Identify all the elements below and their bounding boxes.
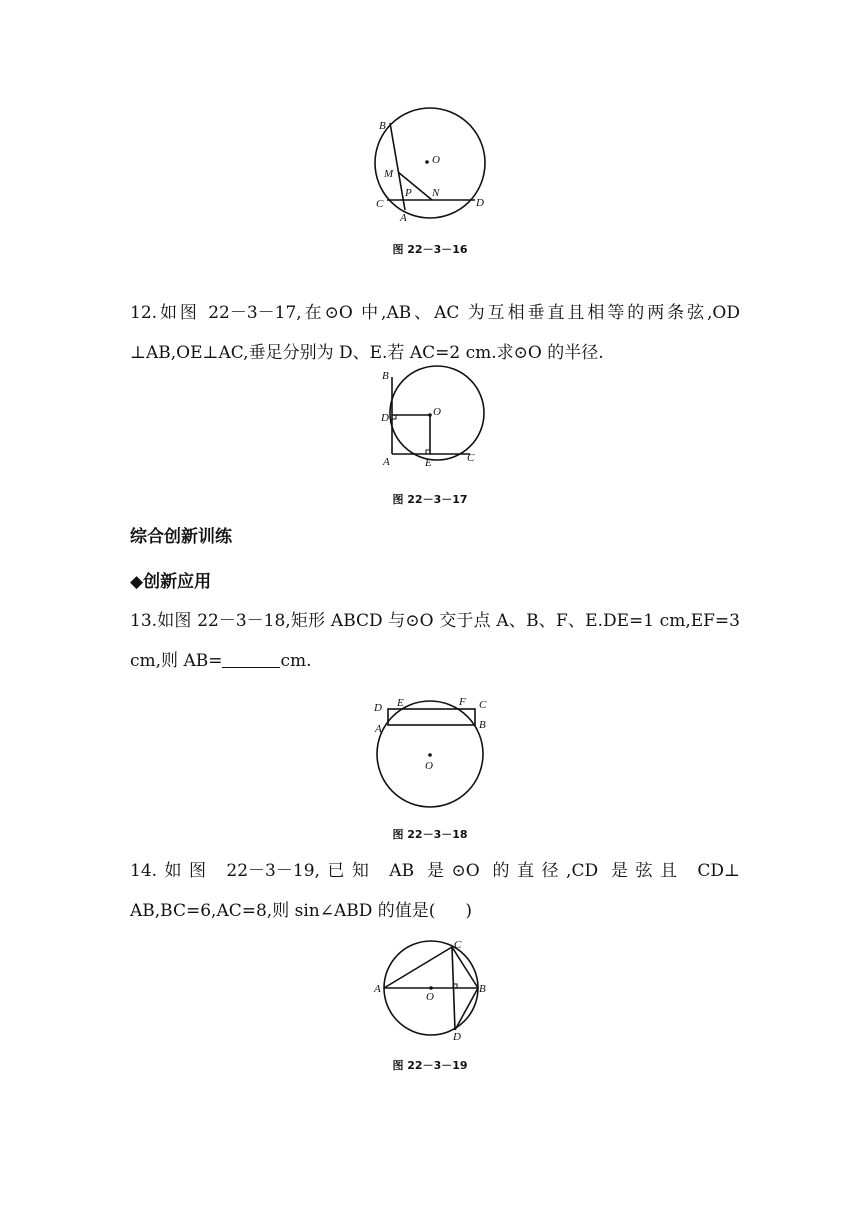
problem-13-line-2-end: cm. bbox=[280, 651, 312, 671]
label-p: P bbox=[405, 187, 412, 199]
subsection-title: ◆创新应用 bbox=[130, 572, 212, 592]
label-c: C bbox=[376, 198, 384, 210]
label-a: A bbox=[374, 983, 381, 995]
label-o: O bbox=[433, 406, 441, 418]
problem-13-line-2-start: cm,则 AB= bbox=[130, 651, 223, 671]
label-a: A bbox=[383, 456, 390, 468]
figure-caption-19: 图 22－3－19 bbox=[392, 1059, 468, 1072]
label-f: F bbox=[459, 696, 466, 708]
problem-12-line-2: ⊥AB,OE⊥AC,垂足分别为 D、E.若 AC=2 cm.求⊙O 的半径. bbox=[130, 343, 604, 363]
figure-caption-18: 图 22－3－18 bbox=[392, 828, 468, 841]
chord-ac bbox=[384, 947, 452, 988]
label-b: B bbox=[379, 120, 386, 132]
section-title: 综合创新训练 bbox=[130, 527, 232, 547]
figure-caption-16: 图 22－3－16 bbox=[392, 243, 468, 256]
label-n: N bbox=[432, 187, 440, 199]
label-d: D bbox=[374, 702, 382, 714]
problem-13-line-1: 13.如图 22－3－18,矩形 ABCD 与⊙O 交于点 A、B、F、E.DE=1 cm,EF=3 bbox=[130, 611, 740, 631]
chord-bd bbox=[455, 988, 478, 1030]
problem-14-line-2-start: AB,BC=6,AC=8,则 sin∠ABD 的值是( bbox=[130, 901, 436, 921]
label-a: A bbox=[375, 723, 382, 735]
label-a: A bbox=[400, 212, 407, 224]
label-c: C bbox=[467, 452, 475, 464]
label-o: O bbox=[432, 154, 440, 166]
problem-14-line-1: 14.如图 22－3－19,已知 AB 是⊙O 的直径,CD 是弦且 CD⊥ bbox=[130, 861, 740, 881]
label-b: B bbox=[479, 983, 486, 995]
problem-12-line-1: 12.如图 22－3－17,在⊙O 中,AB、AC 为互相垂直且相等的两条弦,OD bbox=[130, 303, 740, 323]
label-d: D bbox=[381, 412, 389, 424]
label-c: C bbox=[454, 939, 462, 951]
label-o: O bbox=[426, 991, 434, 1003]
problem-14-line-2-end: ) bbox=[465, 901, 473, 921]
label-b: B bbox=[382, 370, 389, 382]
label-d: D bbox=[453, 1031, 461, 1043]
label-e: E bbox=[397, 697, 404, 709]
figure-caption-17: 图 22－3－17 bbox=[392, 493, 468, 506]
center-dot-o bbox=[429, 986, 433, 990]
label-b: B bbox=[479, 719, 486, 731]
label-c: C bbox=[479, 699, 487, 711]
label-o: O bbox=[425, 760, 433, 772]
label-m: M bbox=[384, 168, 394, 180]
label-e: E bbox=[425, 457, 432, 469]
label-d: D bbox=[476, 197, 484, 209]
